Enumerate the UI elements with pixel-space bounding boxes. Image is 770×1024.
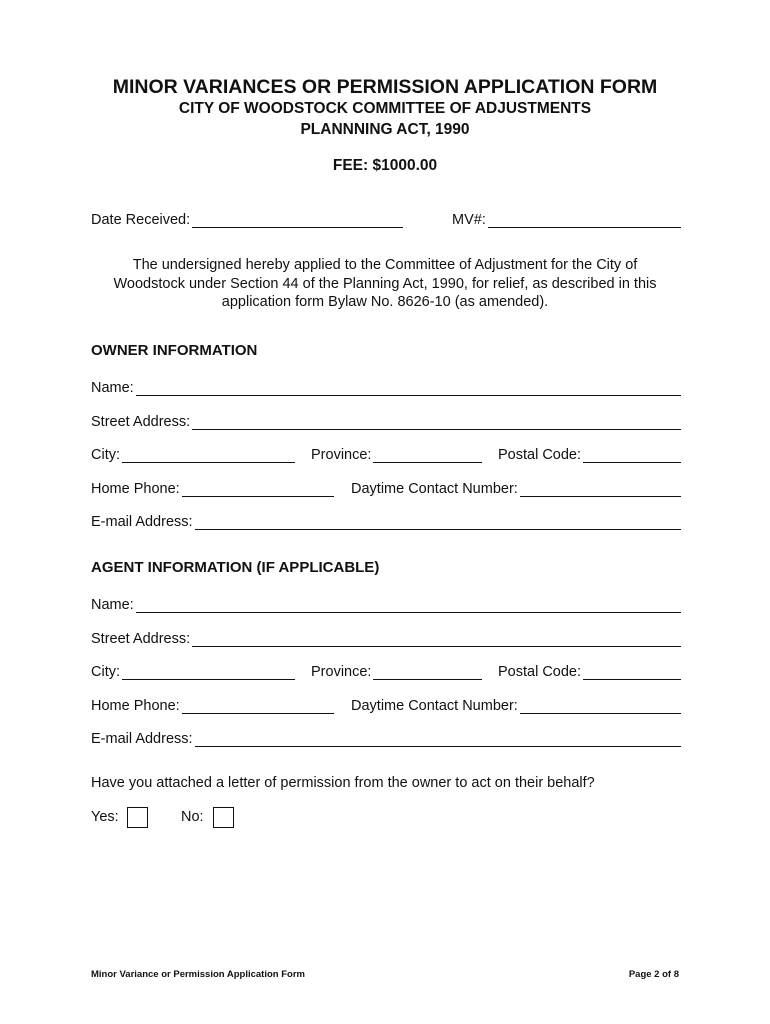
owner-street-label: Street Address:	[91, 414, 191, 430]
no-checkbox[interactable]	[213, 807, 234, 828]
agent-name-field	[91, 591, 681, 613]
agent-daytime-input[interactable]	[520, 697, 681, 714]
agent-postal-field	[498, 658, 681, 680]
agent-heading: AGENT INFORMATION (IF APPLICABLE)	[91, 559, 380, 576]
agent-email-row	[91, 725, 681, 747]
owner-street-row	[91, 408, 681, 430]
agent-postal-input[interactable]	[583, 663, 681, 680]
agent-home-phone-input[interactable]	[182, 697, 334, 714]
owner-province-input[interactable]	[373, 446, 482, 463]
owner-email-row	[91, 508, 681, 530]
agent-city-label: City:	[91, 664, 120, 680]
date-received-field	[91, 206, 403, 228]
agent-street-row	[91, 625, 681, 647]
agent-daytime-label: Daytime Contact Number:	[351, 698, 518, 714]
owner-postal-label: Postal Code:	[498, 447, 582, 463]
owner-home-phone-label: Home Phone:	[91, 481, 180, 497]
mv-number-field	[452, 206, 681, 228]
owner-street-field	[91, 408, 681, 430]
agent-name-input[interactable]	[136, 596, 681, 613]
agent-home-phone-label: Home Phone:	[91, 698, 180, 714]
agent-email-field	[91, 725, 681, 747]
form-subtitle: CITY OF WOODSTOCK COMMITTEE OF ADJUSTMENTS	[178, 100, 592, 117]
form-title: MINOR VARIANCES OR PERMISSION APPLICATION FORM	[112, 76, 658, 98]
permission-question: Have you attached a letter of permission from the owner to act on their behalf?	[91, 775, 595, 791]
owner-city-input[interactable]	[122, 446, 295, 463]
owner-email-input[interactable]	[195, 513, 681, 530]
owner-city-field	[91, 441, 295, 463]
agent-city-input[interactable]	[122, 663, 295, 680]
owner-home-phone-field	[91, 475, 334, 497]
agent-name-row	[91, 591, 681, 613]
yes-checkbox[interactable]	[127, 807, 148, 828]
agent-email-label: E-mail Address:	[91, 731, 193, 747]
agent-email-input[interactable]	[195, 730, 681, 747]
agent-street-input[interactable]	[192, 630, 681, 647]
agent-province-input[interactable]	[373, 663, 482, 680]
agent-city-field	[91, 658, 295, 680]
agent-street-field	[91, 625, 681, 647]
owner-daytime-label: Daytime Contact Number:	[351, 481, 518, 497]
admin-row	[91, 206, 681, 228]
owner-daytime-input[interactable]	[520, 480, 681, 497]
owner-postal-field	[498, 441, 681, 463]
owner-name-label: Name:	[91, 380, 134, 396]
agent-home-phone-field	[91, 692, 334, 714]
owner-province-field	[311, 441, 482, 463]
agent-name-label: Name:	[91, 597, 134, 613]
yes-label: Yes:	[91, 809, 119, 825]
owner-heading: OWNER INFORMATION	[91, 342, 258, 359]
no-label: No:	[181, 809, 204, 825]
owner-city-row	[91, 441, 681, 463]
owner-street-input[interactable]	[192, 413, 681, 430]
footer-page-number: Page 2 of 8	[628, 969, 679, 980]
owner-home-phone-input[interactable]	[182, 480, 334, 497]
owner-name-row	[91, 374, 681, 396]
agent-phone-row	[91, 692, 681, 714]
intro-paragraph: The undersigned hereby applied to the Committee of Adjustment for the City of Woodstock under Section 44 of the Planning Act, 1990, for relief, as described in this application form Bylaw No. 8626-10 (as amended).	[113, 257, 657, 310]
owner-daytime-field	[351, 475, 681, 497]
agent-city-row	[91, 658, 681, 680]
owner-phone-row	[91, 475, 681, 497]
owner-name-input[interactable]	[136, 379, 681, 396]
owner-province-label: Province:	[311, 447, 372, 463]
owner-city-label: City:	[91, 447, 120, 463]
footer-form-name: Minor Variance or Permission Application Form	[91, 969, 305, 980]
owner-email-label: E-mail Address:	[91, 514, 193, 530]
agent-street-label: Street Address:	[91, 631, 191, 647]
date-received-input[interactable]	[192, 211, 403, 228]
agent-postal-label: Postal Code:	[498, 664, 582, 680]
mv-number-input[interactable]	[488, 211, 681, 228]
owner-email-field	[91, 508, 681, 530]
mv-number-label: MV#:	[452, 212, 486, 228]
fee-text: FEE: $1000.00	[332, 157, 438, 174]
agent-province-label: Province:	[311, 664, 372, 680]
owner-name-field	[91, 374, 681, 396]
date-received-label: Date Received:	[91, 212, 191, 228]
form-act: PLANNNING ACT, 1990	[300, 121, 470, 138]
owner-postal-input[interactable]	[583, 446, 681, 463]
agent-daytime-field	[351, 692, 681, 714]
agent-province-field	[311, 658, 482, 680]
